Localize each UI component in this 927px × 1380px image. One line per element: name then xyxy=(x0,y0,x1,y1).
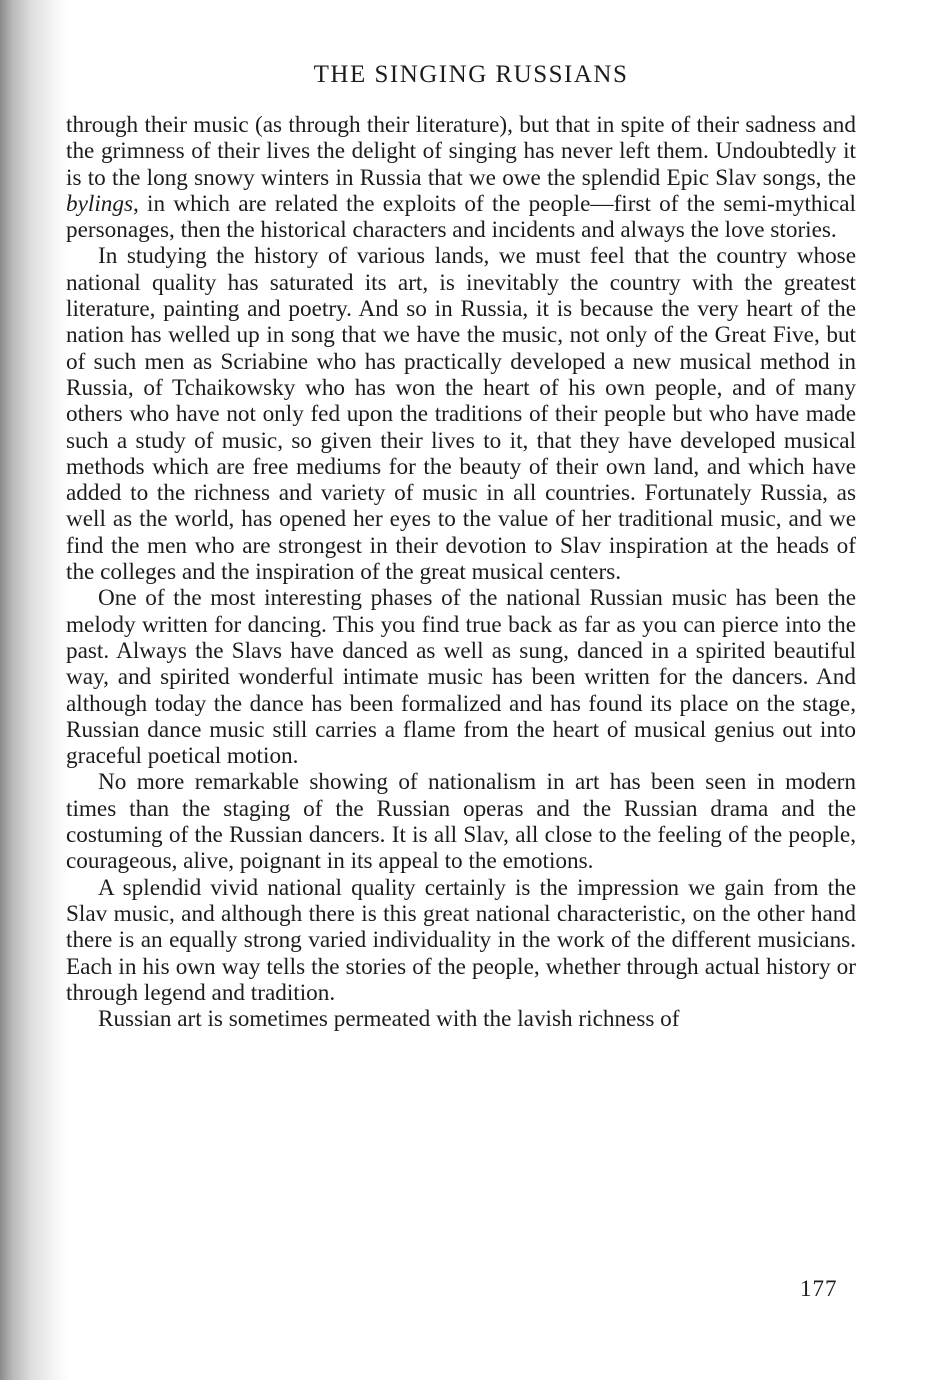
paragraph-1-text-after: , in which are related the exploits of the people—first of the semi-mythical personages, then the historical characters and incidents and always the love stories. xyxy=(66,190,856,244)
paragraph-4: No more remarkable showing of nationalism in art has been seen in modern times than the staging of the Russian operas and the Russian drama and the costuming of the Russian dancers. It is all Slav, all close to the feeling of the people, courageous, alive, poignant in its appeal to the emotions. xyxy=(66,769,856,875)
paragraph-6: Russian art is sometimes permeated with the lavish richness of xyxy=(98,1006,680,1033)
page-number: 177 xyxy=(800,1276,838,1301)
paragraph-1-text-before: through their music (as through their literature), but that in spite of their sadness and the grimness of their lives the delight of singing has never left them. Undoubtedly it is to the long snowy winters in Russia that we owe the splendid Epic Slav songs, the xyxy=(66,112,856,191)
book-page xyxy=(66,60,856,1032)
paragraph-1-emphasis: bylings xyxy=(66,190,133,217)
running-head: THE SINGING RUSSIANS xyxy=(313,61,629,88)
paragraph-1 xyxy=(66,112,856,243)
paragraph-2: In studying the history of various lands, we must feel that the country whose national quality has saturated its art, is inevitably the country with the greatest literature, painting and poetry. And so in Russia, it is because the very heart of the nation has welled up in song that we have the music, not only of the Great Five, but of such men as Scriabine who has practically developed a new musical method in Russia, of Tchaikowsky who has won the heart of his own people, and of many others who have not only fed upon the traditions of their people but who have made such a study of music, so given their lives to it, that they have developed musical methods which are free mediums for the beauty of their own land, and which have added to the richness and variety of music in all countries. Fortunately Russia, as well as the world, has opened her eyes to the value of her traditional music, and we find the men who are strongest in their devotion to Slav inspiration at the heads of the colleges and the inspiration of the great musical centers. xyxy=(66,243,856,586)
paragraph-5: A splendid vivid national quality certainly is the impression we gain from the Slav music, and although there is this great national characteristic, on the other hand there is an equally strong varied individuality in the work of the different musicians. Each in his own way tells the stories of the people, whether through actual history or through legend and tradition. xyxy=(66,874,856,1006)
body-text xyxy=(66,112,856,1032)
binding-gutter-shadow xyxy=(0,0,70,1380)
paragraph-3: One of the most interesting phases of the national Russian music has been the melody written for dancing. This you find true back as far as you can pierce into the past. Always the Slavs have danced as well as sung, danced in a spirited beautiful way, and spirited wonderful intimate music has been written for the dancers. And although today the dance has been formalized and has found its place on the stage, Russian dance music still carries a flame from the heart of musical genius out into graceful poetical motion. xyxy=(66,585,856,770)
